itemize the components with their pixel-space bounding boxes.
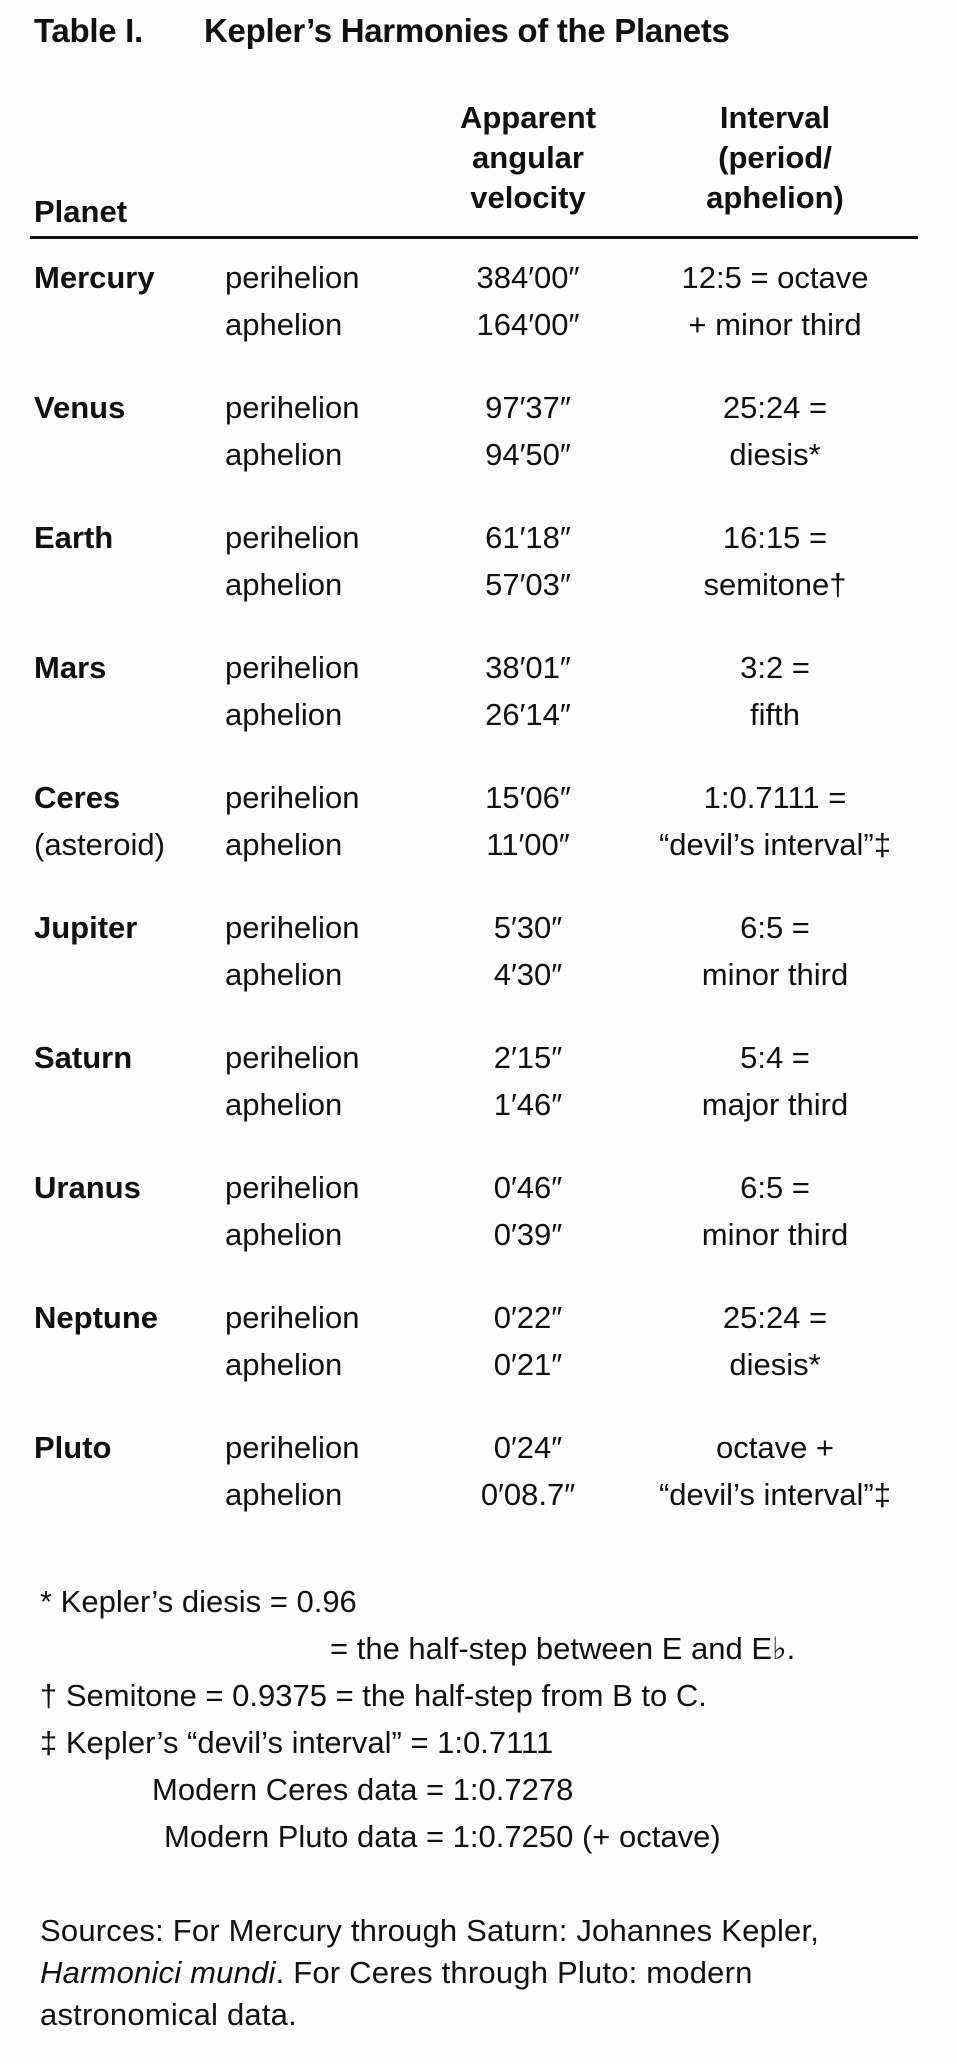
header-interval: Interval (period/ aphelion): [706, 100, 844, 215]
interval-name: “devil’s interval”‡: [658, 827, 891, 862]
table-row: [0, 1034, 957, 1130]
interval-name: semitone†: [703, 567, 847, 602]
planet-cell: [34, 904, 137, 951]
velocity-cell: [418, 1294, 638, 1388]
interval-ratio: 1:0.7111 =: [703, 780, 847, 815]
table-row: [0, 384, 957, 480]
table-row: [0, 1294, 957, 1390]
interval-cell: [655, 904, 895, 998]
perihelion-velocity: 15′06″: [485, 780, 571, 815]
orbit-point-labels: [225, 774, 359, 868]
planet-cell: [34, 1034, 132, 1081]
sources-text-1: Sources: For Mercury through Saturn: Johannes Kepler,: [40, 1913, 820, 1948]
aphelion-velocity: 94′50″: [485, 437, 571, 472]
table-row: [0, 774, 957, 870]
perihelion-label: perihelion: [225, 260, 360, 295]
aphelion-velocity: 11′00″: [486, 827, 570, 862]
velocity-cell: [418, 1034, 638, 1128]
interval-cell: [655, 1164, 895, 1258]
interval-ratio: 5:4 =: [740, 1040, 810, 1075]
planet-name: Ceres: [34, 780, 121, 815]
aphelion-label: aphelion: [225, 957, 343, 992]
interval-name: minor third: [701, 1217, 849, 1252]
interval-name: diesis*: [729, 1347, 821, 1382]
planet-cell: [34, 774, 165, 868]
planet-subtitle: (asteroid): [34, 827, 165, 862]
interval-cell: [655, 644, 895, 738]
planet-cell: [34, 1294, 158, 1341]
aphelion-label: aphelion: [225, 697, 343, 732]
footnote-devil: ‡ Kepler’s “devil’s interval” = 1:0.7111: [40, 1725, 554, 1760]
table-row: [0, 254, 957, 350]
planet-name: Saturn: [34, 1040, 133, 1075]
planet-cell: [34, 644, 106, 691]
orbit-point-labels: [225, 1294, 359, 1388]
planet-name: Uranus: [34, 1170, 141, 1205]
perihelion-label: perihelion: [225, 520, 360, 555]
orbit-point-labels: [225, 904, 359, 998]
perihelion-velocity: 0′22″: [493, 1300, 563, 1335]
perihelion-label: perihelion: [225, 390, 360, 425]
aphelion-label: aphelion: [225, 1087, 343, 1122]
aphelion-label: aphelion: [225, 567, 343, 602]
perihelion-label: perihelion: [225, 780, 360, 815]
interval-ratio: octave +: [715, 1430, 835, 1465]
perihelion-velocity: 38′01″: [485, 650, 571, 685]
aphelion-velocity: 0′08.7″: [480, 1477, 576, 1512]
interval-ratio: 12:5 = octave: [681, 260, 869, 295]
orbit-point-labels: [225, 1424, 359, 1518]
orbit-point-labels: [225, 1034, 359, 1128]
interval-ratio: 25:24 =: [722, 390, 828, 425]
header-rule: [30, 236, 918, 239]
footnote-diesis-cont: = the half-step between E and E♭.: [330, 1631, 796, 1666]
planet-name: Neptune: [34, 1300, 158, 1335]
planet-cell: [34, 514, 113, 561]
planet-name: Jupiter: [34, 910, 138, 945]
aphelion-velocity: 57′03″: [485, 567, 571, 602]
orbit-point-labels: [225, 514, 359, 608]
planet-cell: [34, 1424, 112, 1471]
planet-name: Earth: [34, 520, 114, 555]
velocity-cell: [418, 1424, 638, 1518]
perihelion-velocity: 97′37″: [485, 390, 571, 425]
orbit-point-labels: [225, 1164, 359, 1258]
velocity-cell: [418, 1164, 638, 1258]
interval-cell: [655, 384, 895, 478]
planet-name: Mercury: [34, 260, 155, 295]
interval-cell: [655, 1424, 895, 1518]
footnote-pluto: Modern Pluto data = 1:0.7250 (+ octave): [164, 1819, 721, 1854]
table-row: [0, 644, 957, 740]
orbit-point-labels: [225, 384, 359, 478]
interval-ratio: 16:15 =: [722, 520, 828, 555]
table-row: [0, 514, 957, 610]
interval-cell: [655, 1294, 895, 1388]
aphelion-label: aphelion: [225, 437, 343, 472]
velocity-cell: [418, 254, 638, 348]
footnote-semitone: † Semitone = 0.9375 = the half-step from B to C.: [40, 1678, 707, 1713]
header-planet: Planet: [34, 194, 128, 229]
interval-name: fifth: [750, 697, 800, 732]
table-title-text: Kepler’s Harmonies of the Planets: [204, 12, 730, 49]
footnote-ceres: Modern Ceres data = 1:0.7278: [152, 1772, 574, 1807]
interval-name: minor third: [701, 957, 849, 992]
velocity-cell: [418, 904, 638, 998]
orbit-point-labels: [225, 254, 359, 348]
sources-title: Harmonici mundi: [40, 1955, 276, 1990]
aphelion-label: aphelion: [225, 1347, 343, 1382]
header-velocity: Apparent angular velocity: [459, 100, 597, 215]
velocity-cell: [418, 514, 638, 608]
interval-name: major third: [701, 1087, 849, 1122]
perihelion-label: perihelion: [225, 910, 360, 945]
planet-cell: [34, 254, 155, 301]
perihelion-velocity: 61′18″: [485, 520, 571, 555]
perihelion-velocity: 5′30″: [493, 910, 563, 945]
interval-cell: [655, 774, 895, 868]
aphelion-velocity: 1′46″: [493, 1087, 563, 1122]
planet-name: Pluto: [34, 1430, 112, 1465]
velocity-cell: [418, 384, 638, 478]
aphelion-velocity: 164′00″: [476, 307, 580, 342]
sources-text-2: . For Ceres through Pluto: modern astronomical data.: [40, 1955, 753, 2032]
footnote-diesis: * Kepler’s diesis = 0.96: [40, 1584, 357, 1619]
perihelion-velocity: 0′46″: [493, 1170, 563, 1205]
interval-cell: [655, 254, 895, 348]
planet-cell: [34, 1164, 141, 1211]
aphelion-label: aphelion: [225, 307, 343, 342]
interval-name: + minor third: [688, 307, 862, 342]
interval-cell: [655, 1034, 895, 1128]
sources-note: [40, 1910, 920, 2036]
aphelion-label: aphelion: [225, 1217, 343, 1252]
table-title: [34, 12, 730, 50]
aphelion-label: aphelion: [225, 1477, 343, 1512]
perihelion-label: perihelion: [225, 1300, 360, 1335]
interval-cell: [655, 514, 895, 608]
perihelion-label: perihelion: [225, 1170, 360, 1205]
perihelion-velocity: 384′00″: [476, 260, 580, 295]
interval-ratio: 3:2 =: [740, 650, 810, 685]
perihelion-label: perihelion: [225, 1430, 360, 1465]
perihelion-label: perihelion: [225, 1040, 360, 1075]
velocity-cell: [418, 774, 638, 868]
perihelion-velocity: 0′24″: [493, 1430, 563, 1465]
table-row: [0, 1164, 957, 1260]
table-row: [0, 904, 957, 1000]
footnotes: [40, 1578, 796, 1860]
aphelion-velocity: 0′21″: [493, 1347, 563, 1382]
velocity-cell: [418, 644, 638, 738]
perihelion-velocity: 2′15″: [493, 1040, 563, 1075]
planet-cell: [34, 384, 125, 431]
table-row: [0, 1424, 957, 1520]
orbit-point-labels: [225, 644, 359, 738]
interval-ratio: 25:24 =: [722, 1300, 828, 1335]
table-number: Table I.: [34, 12, 143, 49]
interval-name: diesis*: [729, 437, 821, 472]
planet-name: Mars: [34, 650, 107, 685]
interval-ratio: 6:5 =: [740, 910, 810, 945]
planet-name: Venus: [34, 390, 126, 425]
aphelion-label: aphelion: [225, 827, 343, 862]
aphelion-velocity: 26′14″: [485, 697, 571, 732]
perihelion-label: perihelion: [225, 650, 360, 685]
interval-ratio: 6:5 =: [740, 1170, 810, 1205]
aphelion-velocity: 0′39″: [493, 1217, 563, 1252]
aphelion-velocity: 4′30″: [493, 957, 563, 992]
interval-name: “devil’s interval”‡: [658, 1477, 891, 1512]
